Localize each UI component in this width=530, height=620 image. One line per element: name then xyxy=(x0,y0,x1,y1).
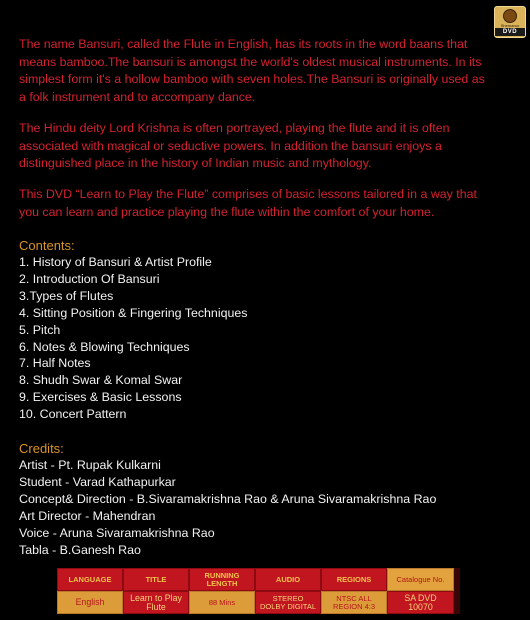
dvd-info-table xyxy=(57,568,460,614)
table-value-title: Learn to Play Flute xyxy=(123,591,189,614)
contents-item: 8. Shudh Swar & Komal Swar xyxy=(19,373,183,388)
contents-item: 2. Introduction Of Bansuri xyxy=(19,271,160,286)
publisher-logo xyxy=(494,6,526,38)
credits-heading: Credits: xyxy=(19,441,64,456)
dvd-badge: DVD xyxy=(495,28,525,36)
contents-item: 1. History of Bansuri & Artist Profile xyxy=(19,255,212,269)
table-header-regions: REGIONS xyxy=(321,568,387,591)
contents-heading: Contents: xyxy=(19,238,75,253)
credit-item: Tabla - B.Ganesh Rao xyxy=(19,542,141,557)
intro-paragraph-2: The Hindu deity Lord Krishna is often portrayed, playing the flute and it is often associated with magical or seductive powers. In addition the bansuri enjoys a distinguished place in the history of Indian music and mythology. xyxy=(19,121,450,170)
intro-paragraph-1: The name Bansuri, called the Flute in English, has its roots in the word baans that means bamboo.The bansuri is amongst the world's oldest musical instruments. In its simplest form it's a hollow bamboo with seven holes.The Bansuri is originally used as a folk instrument and to accompany dance. xyxy=(19,37,485,104)
credit-item: Art Director - Mahendran xyxy=(19,508,156,523)
contents-item: 9. Exercises & Basic Lessons xyxy=(19,390,182,405)
intro-paragraph-3: This DVD “Learn to Play the Flute” comprises of basic lessons tailored in a way that you can learn and practice playing the flute within the comfort of your home. xyxy=(19,187,477,219)
table-header-running-length: RUNNING LENGTH xyxy=(189,568,255,591)
logo-brand-text: Shemaroo xyxy=(500,23,520,28)
contents-item: 10. Concert Pattern xyxy=(19,407,127,422)
table-value-regions: NTSC ALL REGION 4:3 xyxy=(321,591,387,614)
contents-list xyxy=(19,254,247,423)
table-header-title: TITLE xyxy=(123,568,189,591)
credit-item: Artist - Pt. Rupak Kulkarni xyxy=(19,458,161,472)
credit-item: Student - Varad Kathapurkar xyxy=(19,474,176,489)
contents-item: 7. Half Notes xyxy=(19,356,91,371)
table-header-audio: AUDIO xyxy=(255,568,321,591)
credit-item: Voice - Aruna Sivaramakrishna Rao xyxy=(19,525,215,540)
contents-item: 6. Notes & Blowing Techniques xyxy=(19,339,190,354)
table-value-catalogue: SA DVD 10070 xyxy=(387,591,454,614)
table-value-running-length: 88 Mins xyxy=(189,591,255,614)
credit-item: Concept& Direction - B.Sivaramakrishna Rao & Aruna Sivaramakrishna Rao xyxy=(19,491,437,506)
credits-list xyxy=(19,457,436,558)
table-header-language: LANGUAGE xyxy=(57,568,123,591)
table-value-audio: STEREO DOLBY DIGITAL xyxy=(255,591,321,614)
logo-face-icon xyxy=(503,9,517,23)
contents-item: 4. Sitting Position & Fingering Techniques xyxy=(19,305,248,320)
table-value-language: English xyxy=(57,591,123,614)
contents-item: 5. Pitch xyxy=(19,322,61,337)
table-header-catalogue: Catalogue No. xyxy=(387,568,454,591)
contents-item: 3.Types of Flutes xyxy=(19,288,114,303)
